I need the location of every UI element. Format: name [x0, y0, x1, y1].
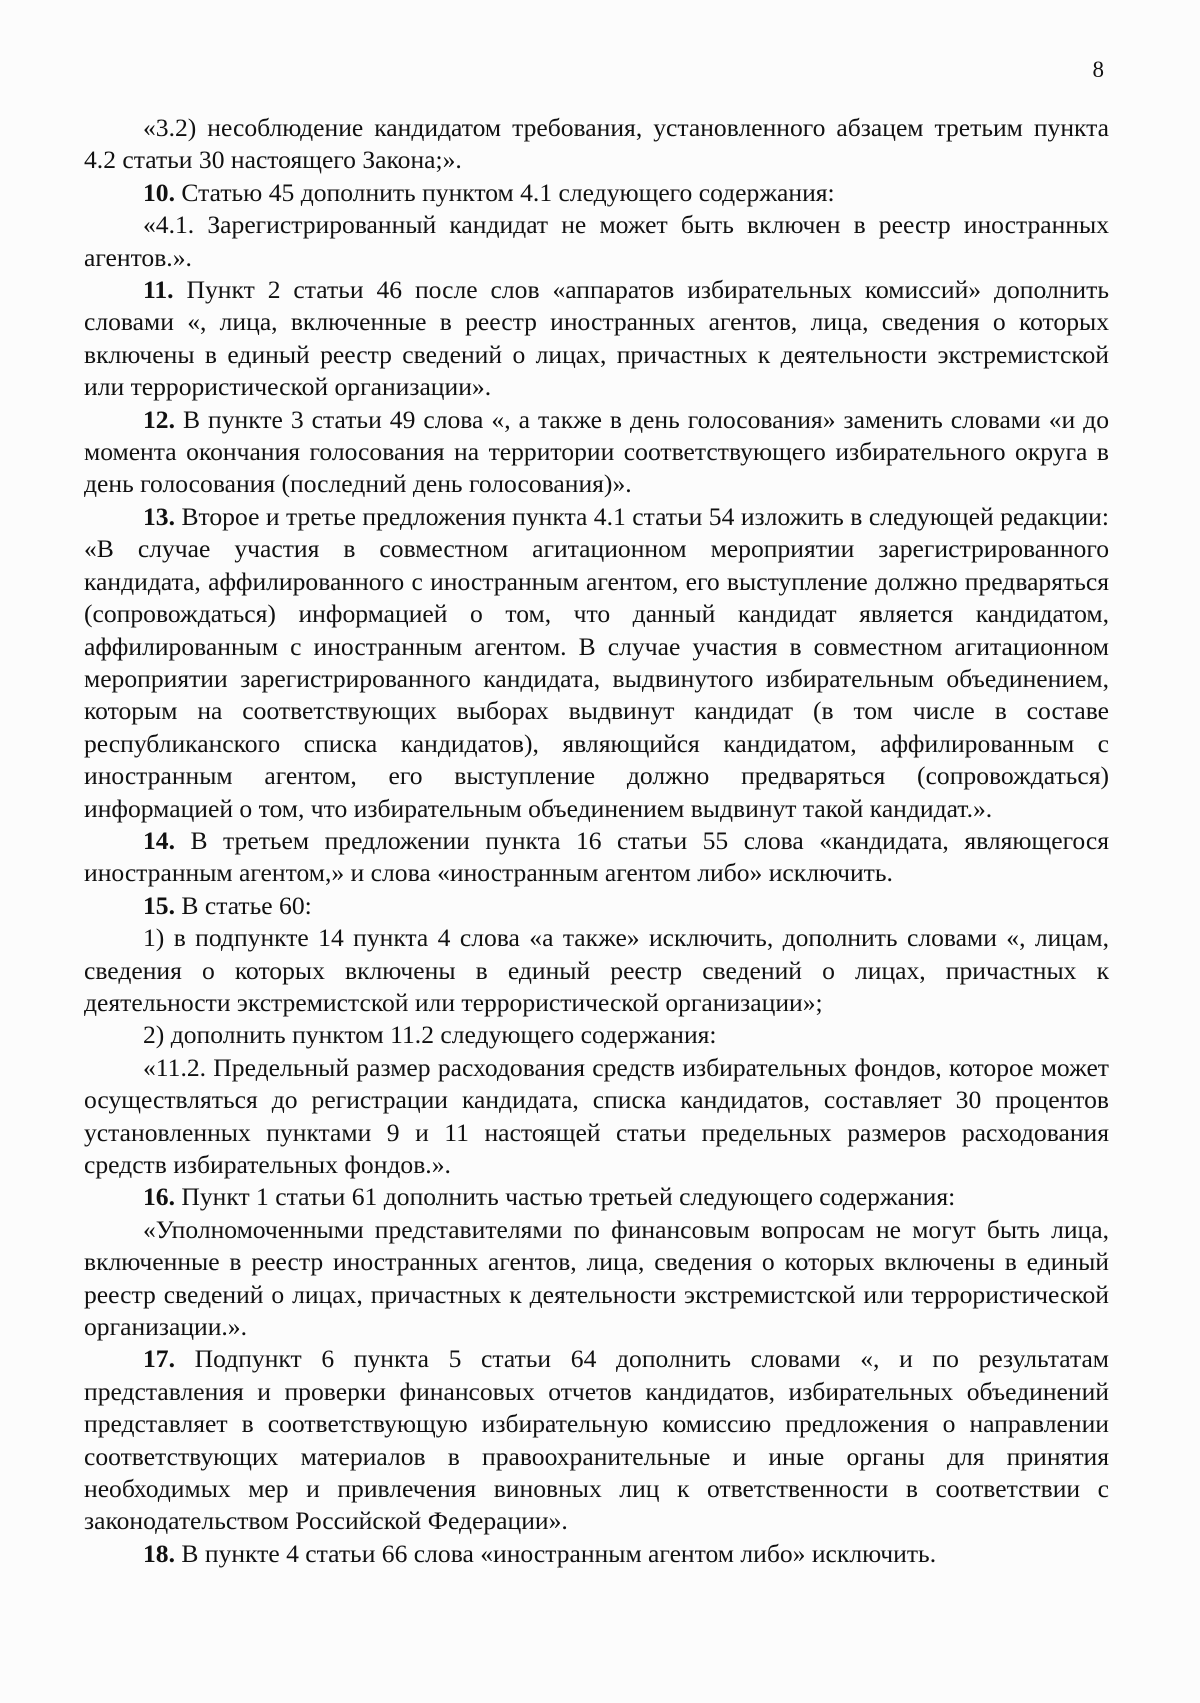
paragraph — [84, 404, 1109, 501]
paragraph — [84, 1538, 1109, 1570]
paragraph-text: В третьем предложении пункта 16 статьи 55 слова «кандидата, являющегося иностранным агентом,» и слова «иностранным агентом либо» исключить. — [84, 825, 1109, 888]
paragraph-text: «3.2) несоблюдение кандидатом требования, установленного абзацем третьим пункта 4.2 статьи 30 настоящего Закона;». — [84, 113, 1109, 175]
paragraph-text: В пункте 4 статьи 66 слова «иностранным агентом либо» исключить. — [175, 1538, 937, 1568]
paragraph-text: «Уполномоченными представителями по финансовым вопросам не могут быть лица, включенные в реестр иностранных агентов, лица, сведения о которых включены в единый реестр сведений о лицах, причастных к деятельности экстремистской или террористической организации.». — [84, 1214, 1109, 1342]
paragraph-number: 14. — [143, 825, 175, 855]
paragraph-number: 10. — [143, 177, 175, 207]
paragraph-text: Второе и третье предложения пункта 4.1 статьи 54 изложить в следующей редакции: «В случае участия в совместном агитационном мероприятии зарегистрированного кандидата, аффилированного с иностранным агентом, его выступление должно предваряться (сопровождаться) информацией о том, что данный кандидат является кандидатом, аффилированным с иностранным агентом. В случае участия в совместном агитационном мероприятии зарегистрированного кандидата, выдвинутого избирательным объединением, которым на соответствующих выборах выдвинут кандидат (в том числе в составе республиканского списка кандидатов), являющийся кандидатом, аффилированным с иностранным агентом, его выступление должно предваряться (сопровождаться) информацией о том, что избирательным объединением выдвинут такой кандидат.». — [84, 501, 1109, 823]
paragraph-number: 12. — [143, 404, 175, 434]
paragraph-number: 16. — [143, 1182, 175, 1212]
paragraph — [84, 209, 1109, 274]
paragraph-text: «11.2. Предельный размер расходования средств избирательных фондов, которое может осуществляться до регистрации кандидата, списка кандидатов, составляет 30 процентов установленных пунктами 9 и 11 настоящей статьи предельных размеров расходования средств избирательных фондов.». — [84, 1052, 1109, 1179]
paragraph-text: Статью 45 дополнить пунктом 4.1 следующего содержания: — [175, 177, 835, 207]
paragraph — [84, 1214, 1109, 1344]
paragraph-number: 11. — [143, 275, 174, 305]
paragraph — [84, 1343, 1109, 1537]
paragraph — [84, 274, 1109, 404]
paragraph-text: 1) в подпункте 14 пункта 4 слова «а также» исключить, дополнить словами «, лицам, сведения о которых включены в единый реестр сведений о лицах, причастных к деятельности экстремистской или террористической организации»; — [84, 923, 1109, 1017]
paragraph-text: Подпункт 6 пункта 5 статьи 64 дополнить словами «, и по результатам представления и проверки финансовых отчетов кандидатов, избирательных объединений представляет в соответствующую избирательную комиссию предложения о направлении соответствующих материалов в правоохранительные и иные органы для принятия необходимых мер и привлечения виновных лиц к ответственности в соответствии с законодательством Российской Федерации». — [84, 1344, 1109, 1536]
paragraph — [84, 1052, 1109, 1182]
paragraph — [84, 1019, 1109, 1051]
paragraph — [84, 922, 1109, 1019]
paragraph-number: 18. — [143, 1538, 175, 1568]
paragraph-number: 15. — [143, 890, 175, 920]
paragraph-number: 17. — [143, 1344, 175, 1374]
paragraph-text: Пункт 1 статьи 61 дополнить частью третьей следующего содержания: — [175, 1182, 956, 1212]
paragraph-number: 13. — [143, 501, 175, 531]
paragraph-text: В пункте 3 статьи 49 слова «, а также в день голосования» заменить словами «и до момента окончания голосования на территории соответствующего избирательного округа в день голосования (последний день голосования)». — [84, 404, 1109, 499]
paragraph — [84, 177, 1109, 209]
paragraph-text: «4.1. Зарегистрированный кандидат не может быть включен в реестр иностранных агентов.». — [84, 210, 1109, 272]
paragraph-text: 2) дополнить пунктом 11.2 следующего содержания: — [143, 1020, 717, 1050]
paragraph — [84, 112, 1109, 177]
document-body — [84, 112, 1109, 1570]
paragraph-text: Пункт 2 статьи 46 после слов «аппаратов избирательных комиссий» дополнить словами «, лица, включенные в реестр иностранных агентов, лица, сведения о которых включены в единый реестр сведений о лицах, причастных к деятельности экстремистской или террористической организации». — [84, 275, 1109, 402]
page-number: 8 — [1092, 57, 1104, 82]
paragraph — [84, 890, 1109, 922]
paragraph — [84, 1181, 1109, 1213]
paragraph — [84, 501, 1109, 825]
paragraph-text: В статье 60: — [175, 890, 312, 920]
paragraph — [84, 825, 1109, 890]
